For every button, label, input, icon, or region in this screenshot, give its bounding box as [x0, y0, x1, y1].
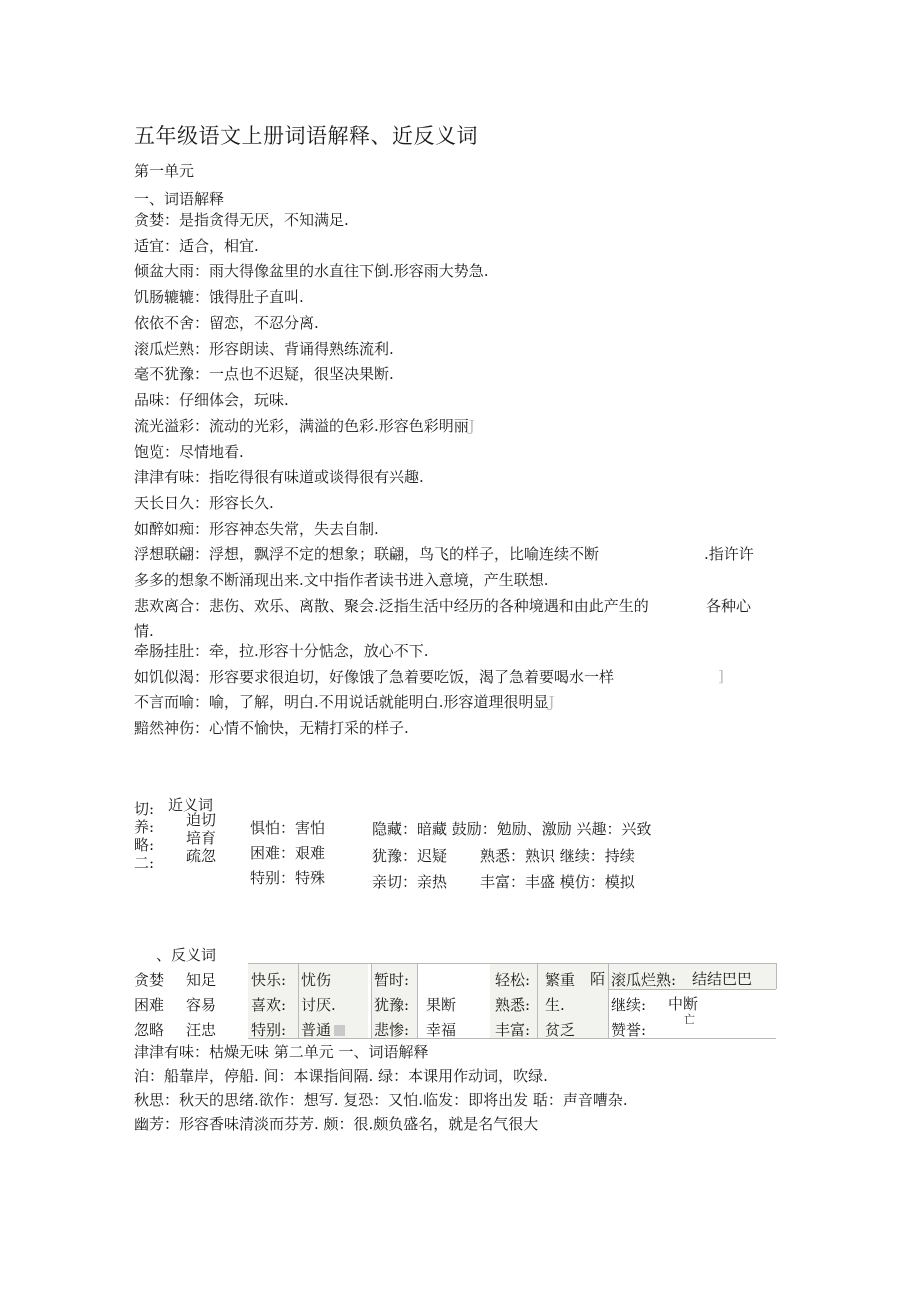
definition-text: 不言而喻：喻，了解，明白.不用说话就能明白.形容道理很明显 [134, 693, 549, 711]
antonym-grid-col1-vals [301, 968, 345, 1043]
antonym-word: 忽略 [134, 1021, 165, 1039]
definition-text: 流光溢彩：流动的光彩，满溢的色彩.形容色彩明丽 [134, 417, 469, 435]
antonym-value-row [301, 1018, 345, 1043]
definition-line: 黯然神伤：心情不愉快，无精打采的样子. [134, 719, 409, 737]
antonym-word: 容易 [186, 996, 217, 1014]
synonym-value: 迫切 [186, 811, 217, 829]
tail-line: 津津有味：枯燥无味 第二单元 一、词语解释 [134, 1043, 429, 1061]
definition-line: 浮想联翩：浮想，飘浮不定的想象；联翩，鸟飞的样子，比喻连续不断 [134, 545, 600, 563]
antonym-value: 中断 [668, 995, 699, 1013]
antonym-grid-col3-keys [495, 968, 530, 1043]
antonym-word: 贪婪 [134, 971, 165, 989]
antonym-extra-char: 陌 [590, 970, 606, 988]
definition-line: 贪婪：是指贪得无厌，不知满足. [134, 211, 349, 229]
grid-line [417, 963, 418, 1039]
definition-line [134, 692, 555, 712]
tail-line: 幽芳：形容香味清淡而芬芳. 颇：很.颇负盛名，就是名气很大 [134, 1115, 539, 1133]
unit-heading: 第一单元 [134, 162, 195, 180]
antonym-grid-col3-vals [545, 968, 575, 1043]
definition-line: 毫不犹豫：一点也不迟疑，很坚决果断. [134, 365, 394, 383]
antonym-grid-col4-keys [611, 968, 676, 1043]
antonym-key: 悲惨: [374, 1021, 410, 1039]
antonym-left-values [186, 968, 216, 1043]
synonym-keys [134, 800, 154, 872]
antonym-value: 生. [545, 996, 565, 1014]
definition-line: 多多的想象不断涌现出来.文中指作者读书进入意境，产生联想. [134, 571, 549, 589]
antonym-word: 汪忠 [186, 1021, 217, 1039]
synonym-pair: 犹豫：迟疑 [372, 847, 448, 865]
antonym-key: 轻松: [495, 971, 531, 989]
antonym-key: 暂时: [374, 971, 410, 989]
antonym-grid-col2-keys [374, 968, 409, 1043]
definition-line: 倾盆大雨：雨大得像盆里的水直往下倒.形容雨大势急. [134, 262, 489, 280]
definition-line: 天长日久：形容长久. [134, 494, 274, 512]
definition-line: 滚瓜烂熟：形容朗读、背诵得熟练流利. [134, 340, 394, 358]
tail-line: 泊：船靠岸，停船. 间：本课指间隔. 绿：本课用作动词，吹绿. [134, 1067, 548, 1085]
synonym-column-2 [250, 816, 325, 891]
antonym-value: 讨厌. [301, 996, 336, 1014]
synonym-heading: 近义词 [168, 796, 214, 814]
synonym-pair: 亲切：亲热 [372, 873, 448, 891]
stray-mark: J [468, 417, 475, 435]
antonym-value: 忧伤 [301, 971, 332, 989]
grid-line [608, 963, 609, 1039]
definition-line: 如饥似渴：形容要求很迫切，好像饿了急着要吃饭，渴了急着要喝水一样 [134, 668, 615, 686]
grey-square-mark [334, 1025, 345, 1036]
grid-line [248, 963, 776, 964]
definition-line: 适宜：适合，相宜. [134, 237, 259, 255]
definition-line: 津津有味：指吃得很有味道或谈得很有兴趣. [134, 468, 424, 486]
stray-mark: ] [718, 667, 724, 685]
grid-line [371, 963, 372, 1039]
synonym-key: 略: [134, 836, 155, 854]
antonym-left-keys [134, 968, 164, 1043]
antonym-key: 喜欢: [251, 996, 287, 1014]
antonym-key: 快乐: [251, 971, 287, 989]
definition-continuation: 各种心 [706, 597, 752, 615]
antonym-value [426, 968, 456, 993]
antonym-key: 赞誉: [611, 1021, 647, 1039]
antonym-value: 繁重 [545, 971, 576, 989]
antonym-key: 熟悉: [495, 996, 531, 1014]
synonym-value: 培育 [186, 829, 217, 847]
definition-line: 悲欢离合：悲伤、欢乐、离散、聚会.泛指生活中经历的各种境遇和由此产生的 [134, 597, 649, 615]
antonym-value: 普通 [301, 1021, 332, 1039]
synonym-pair: 惧怕：害怕 [250, 819, 326, 837]
antonym-word: 困难 [134, 996, 165, 1014]
synonym-pair: 丰富：丰盛 模仿：模拟 [480, 873, 635, 891]
page-title: 五年级语文上册词语解释、近反义词 [134, 124, 478, 148]
antonym-key: 继续: [611, 996, 647, 1014]
grid-line [776, 963, 777, 989]
stray-mark: J [548, 693, 555, 711]
definition-line: 品味：仔细体会，玩味. [134, 391, 289, 409]
synonym-key: 切: [134, 800, 155, 818]
definition-line [134, 416, 475, 436]
antonym-word: 知足 [186, 971, 217, 989]
antonym-value: 果断 [426, 996, 457, 1014]
synonym-pair: 特别：特殊 [250, 869, 326, 887]
definition-line: 依依不舍：留恋，不忍分离. [134, 314, 319, 332]
antonym-key: 犹豫: [374, 996, 410, 1014]
synonym-values [186, 811, 216, 865]
definition-continuation: .指许许 [704, 545, 754, 563]
definition-line: 牵肠挂肚：牵，拉.形容十分惦念，放心不下. [134, 642, 429, 660]
synonym-pair: 熟悉：熟识 继续：持续 [480, 847, 635, 865]
synonym-row: 隐藏：暗藏 鼓励：勉励、激励 兴趣：兴致 [372, 820, 652, 838]
antonym-heading: 、反义词 [156, 946, 217, 964]
antonym-value: 贫乏 [545, 1021, 576, 1039]
synonym-key: 二: [134, 854, 155, 872]
antonym-key: 特别: [251, 1021, 287, 1039]
definition-line: 情. [134, 622, 154, 640]
antonym-grid-col1-keys [251, 968, 286, 1043]
tail-line: 秋思：秋天的思绪.欲作：想写. 复恐：又怕.临发：即将出发 聒：声音嘈杂. [134, 1091, 628, 1109]
synonym-value: 疏忽 [186, 847, 217, 865]
grid-line [298, 963, 299, 1039]
definition-line: 如醉如痴：形容神态失常，失去自制. [134, 520, 379, 538]
antonym-value: 结结巴巴 [692, 970, 753, 988]
synonym-key: 养: [134, 818, 155, 836]
section-heading: 一、词语解释 [134, 190, 225, 208]
antonym-mark: 亡 [684, 1013, 695, 1026]
antonym-key: 滚瓜烂熟: [611, 971, 677, 989]
antonym-value: 幸福 [426, 1021, 457, 1039]
antonym-grid-col2-vals [426, 968, 456, 1043]
grid-line [537, 963, 538, 1039]
definition-line: 饱览：尽情地看. [134, 443, 244, 461]
antonym-key: 丰富: [495, 1021, 531, 1039]
definition-line: 饥肠辘辘：饿得肚子直叫. [134, 288, 304, 306]
synonym-pair: 困难：艰难 [250, 844, 326, 862]
